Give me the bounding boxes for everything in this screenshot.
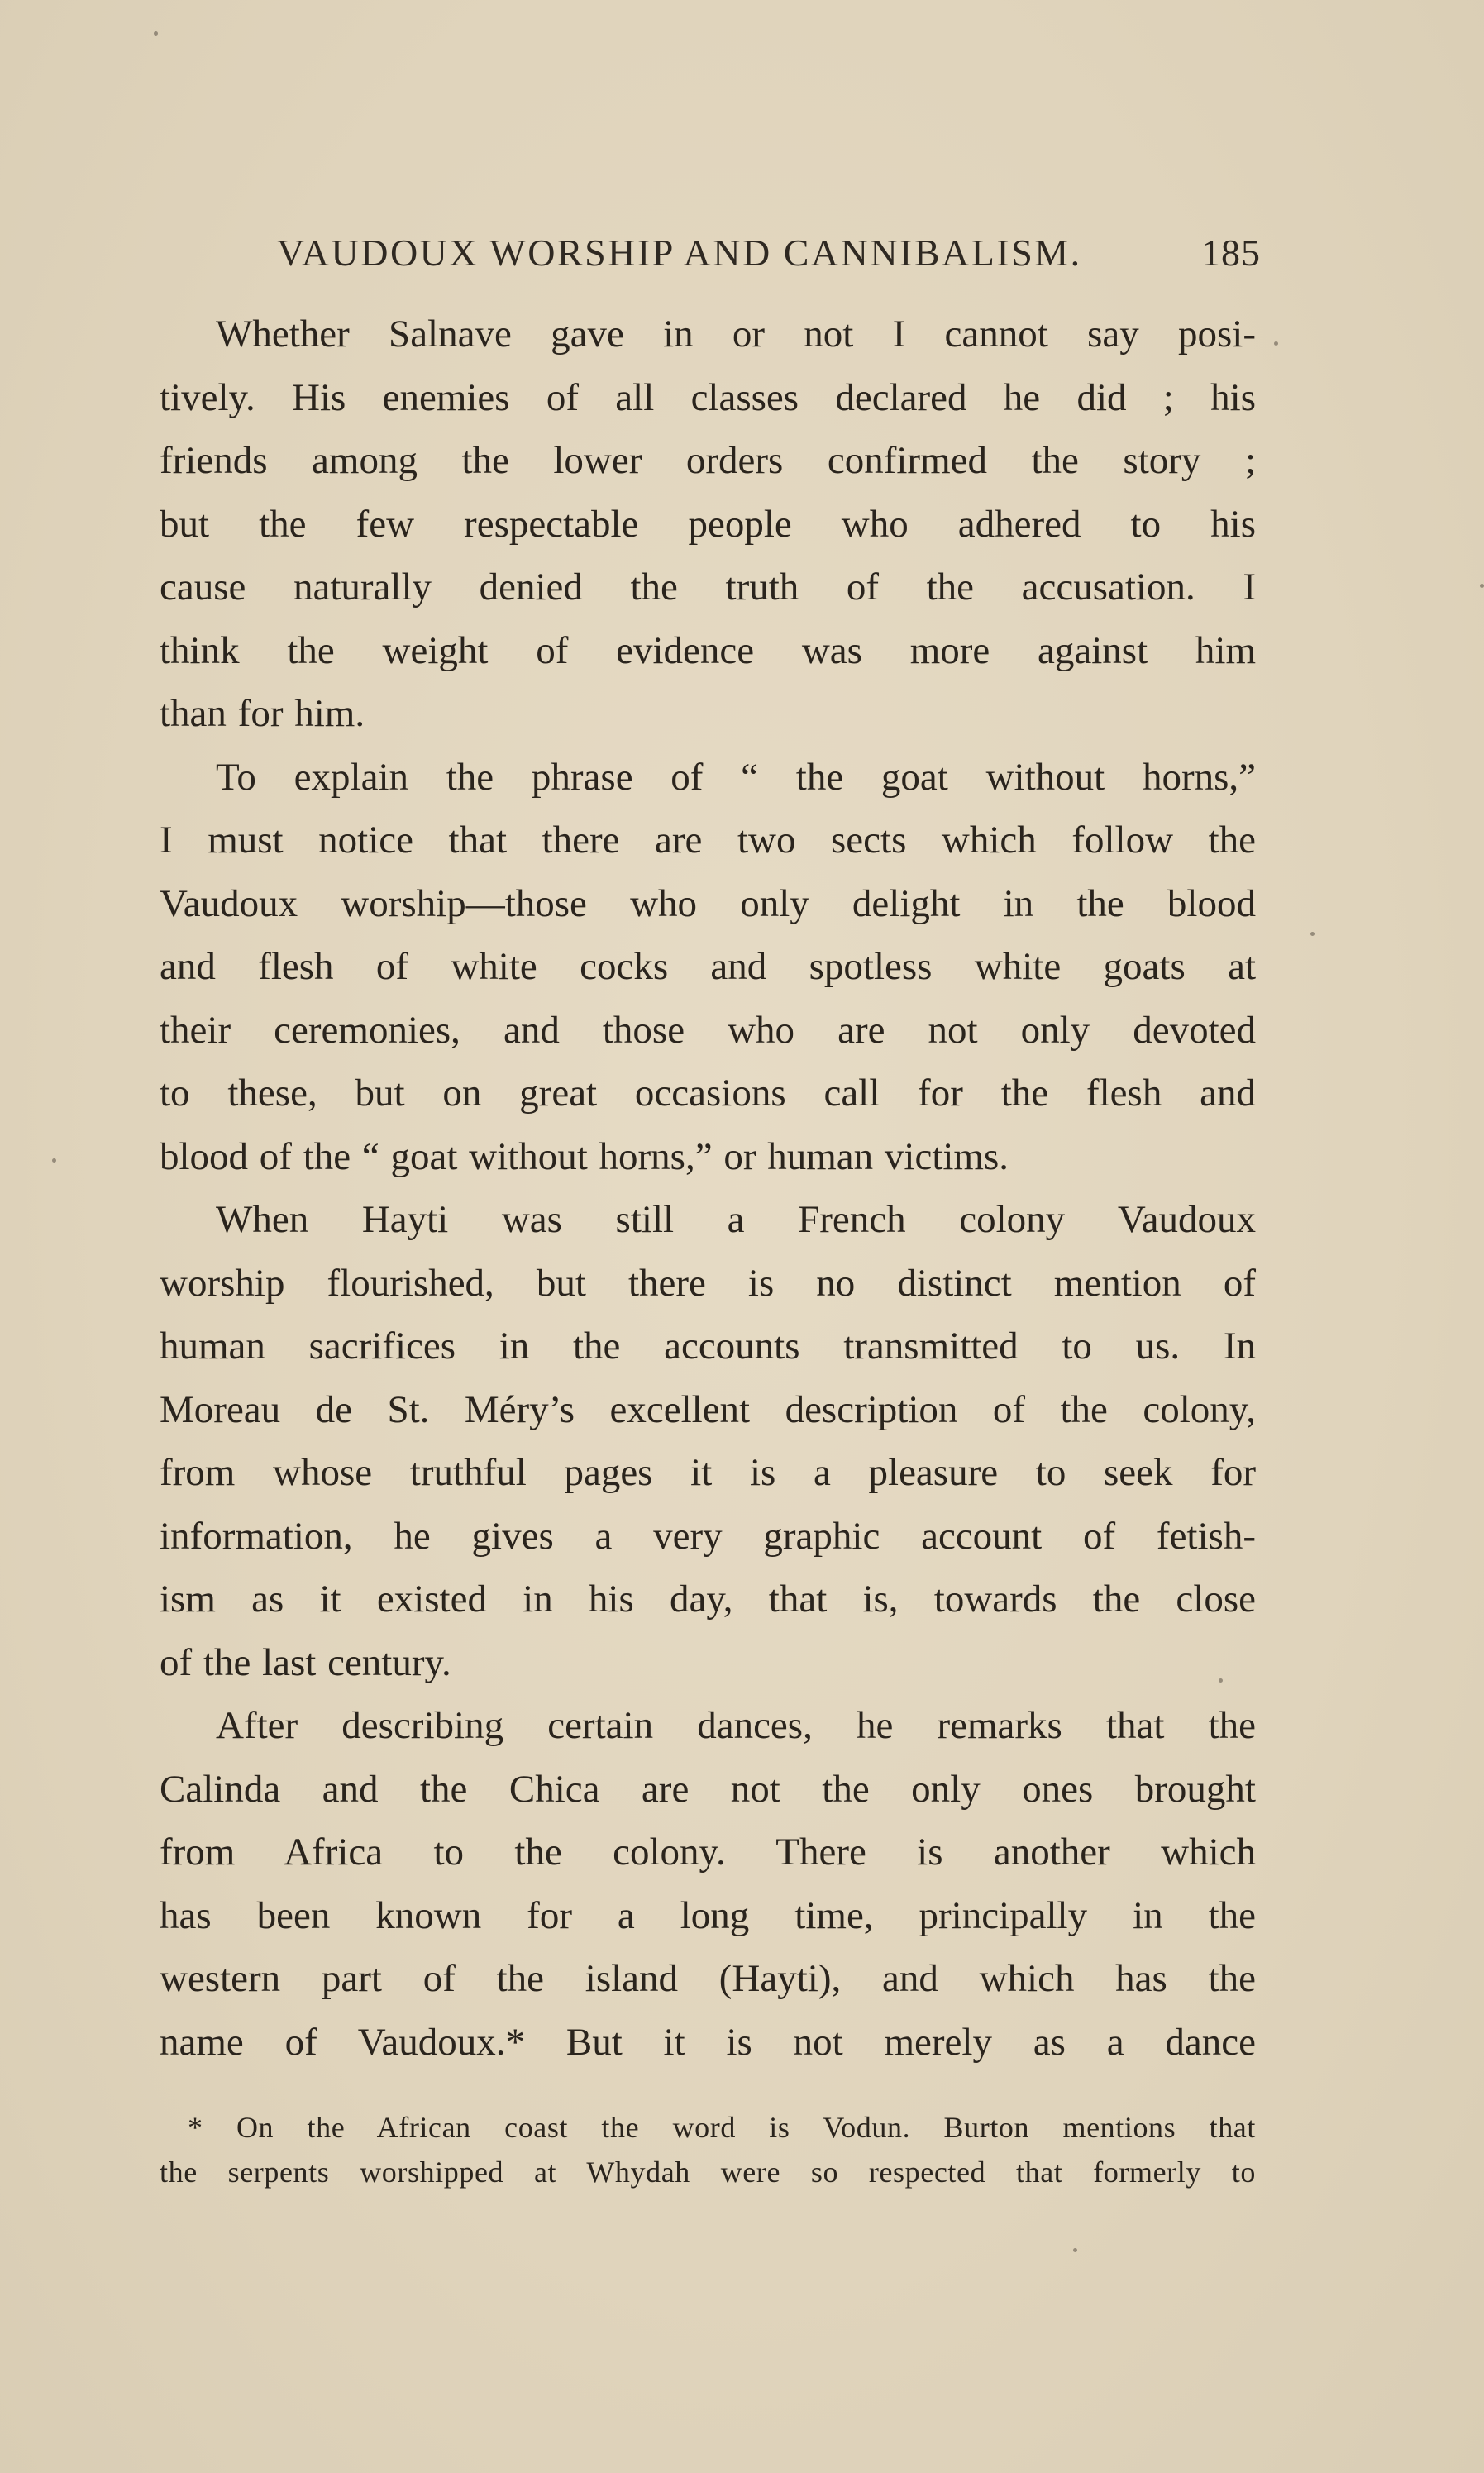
paragraph-4-line-4: has been known for a long time, principally in the (160, 1893, 1256, 1937)
paper-speck (1310, 932, 1315, 936)
paragraph-4-line-2: Calinda and the Chica are not the only ones brought (160, 1767, 1256, 1811)
paragraph-2-line-7: blood of the “ goat without horns,” or human victims. (160, 1134, 1009, 1178)
paragraph-2-line-5: their ceremonies, and those who are not only devoted (160, 1008, 1256, 1052)
paragraph-3-line-7: ism as it existed in his day, that is, towards the close (160, 1578, 1256, 1621)
paragraph-3-line-2: worship flourished, but there is no distinct mention of (160, 1261, 1256, 1305)
footnote-line-2: the serpents worshipped at Whydah were so respected that formerly to (160, 2156, 1256, 2189)
body-text (160, 303, 1256, 2074)
paragraph-3-line-6: information, he gives a very graphic account of fetish- (160, 1514, 1256, 1558)
paragraph-1-line-6: think the weight of evidence was more against him (160, 628, 1256, 672)
paper-speck (52, 1158, 56, 1163)
footnote (160, 2105, 1256, 2194)
paragraph-4-line-1: After describing certain dances, he remarks that the (216, 1704, 1256, 1747)
paper-speck (1219, 1678, 1223, 1683)
paragraph-2-line-1: To explain the phrase of “ the goat without horns,” (216, 755, 1256, 799)
running-header (277, 228, 1261, 278)
paragraph-2-line-3: Vaudoux worship—those who only delight in the blood (160, 881, 1256, 925)
paragraph-4-line-6: name of Vaudoux.* But it is not merely as a dance (160, 2020, 1256, 2064)
paragraph-4-line-3: from Africa to the colony. There is another which (160, 1831, 1256, 1874)
paragraph-1-line-5: cause naturally denied the truth of the accusation. I (160, 566, 1256, 609)
footnote-line-1: * On the African coast the word is Vodun. Burton mentions that (188, 2111, 1256, 2144)
page-number: 185 (1201, 232, 1261, 274)
paragraph-1-line-1: Whether Salnave gave in or not I cannot say posi- (216, 313, 1256, 356)
paragraph-1-line-7: than for him. (160, 692, 365, 735)
paragraph-1-line-4: but the few respectable people who adhered to his (160, 502, 1256, 546)
running-title: VAUDOUX WORSHIP AND CANNIBALISM. (277, 232, 1082, 274)
paper-speck (1480, 584, 1484, 588)
paragraph-2-line-4: and flesh of white cocks and spotless white goats at (160, 945, 1256, 988)
paragraph-3-line-5: from whose truthful pages it is a pleasure to seek for (160, 1451, 1256, 1494)
paragraph-1-line-3: friends among the lower orders confirmed the story ; (160, 439, 1256, 482)
paragraph-2-line-2: I must notice that there are two sects which follow the (160, 819, 1256, 862)
paper-speck (1073, 2248, 1077, 2252)
paper-speck (1274, 341, 1278, 346)
paragraph-3-line-8: of the last century. (160, 1640, 451, 1684)
paper-speck (154, 31, 158, 36)
paragraph-3-line-1: When Hayti was still a French colony Vaudoux (216, 1198, 1256, 1241)
paragraph-4-line-5: western part of the island (Hayti), and which has the (160, 1957, 1256, 2000)
paragraph-3-line-4: Moreau de St. Méry’s excellent description of the colony, (160, 1387, 1256, 1431)
paragraph-1-line-2: tively. His enemies of all classes declared he did ; his (160, 375, 1256, 419)
paragraph-2-line-6: to these, but on great occasions call for the flesh and (160, 1072, 1256, 1115)
paragraph-3-line-3: human sacrifices in the accounts transmitted to us. In (160, 1325, 1256, 1368)
